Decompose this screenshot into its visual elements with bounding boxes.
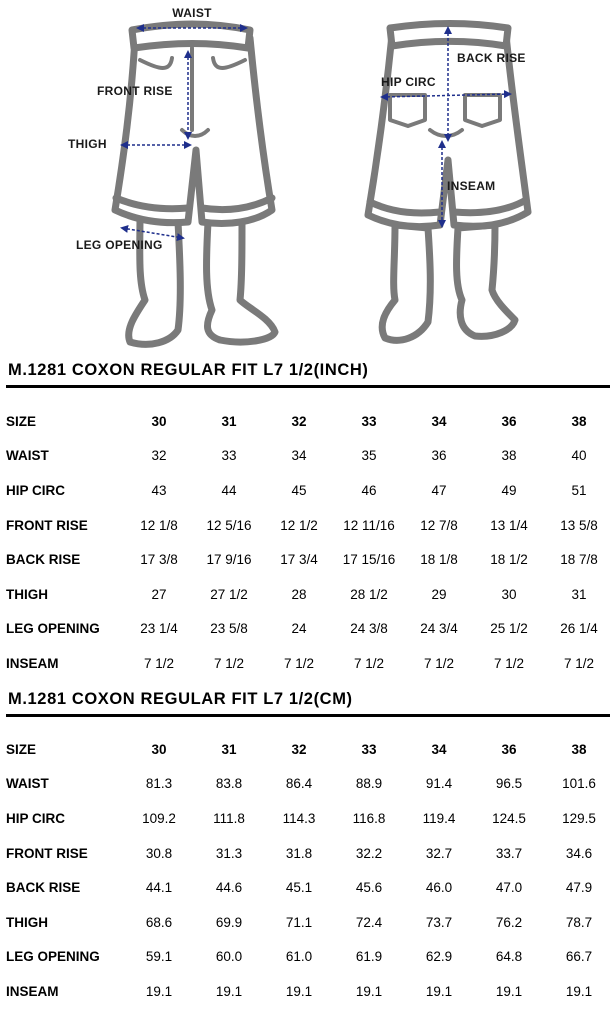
table-row bbox=[0, 974, 614, 1009]
inch-table-title: M.1281 COXON REGULAR FIT L7 1/2(INCH) bbox=[8, 361, 369, 379]
row-label: HIP CIRC bbox=[6, 810, 66, 826]
value-cell: 12 11/16 bbox=[343, 517, 395, 533]
table-row bbox=[0, 646, 614, 681]
table-row bbox=[0, 940, 614, 975]
cm-title-divider bbox=[6, 714, 610, 717]
value-cell: 45.1 bbox=[285, 880, 313, 896]
measurement-diagram bbox=[0, 0, 614, 358]
value-cell: 33 bbox=[221, 448, 237, 464]
value-cell: 59.1 bbox=[145, 949, 173, 965]
value-cell: 36 bbox=[431, 448, 447, 464]
value-cell: 88.9 bbox=[355, 776, 383, 792]
table-row bbox=[0, 577, 614, 612]
value-cell: 78.7 bbox=[565, 914, 593, 930]
value-cell: 17 3/4 bbox=[280, 552, 318, 568]
value-cell: 19.1 bbox=[215, 983, 243, 999]
value-cell: 32 bbox=[151, 448, 167, 464]
row-label: BACK RISE bbox=[6, 880, 81, 896]
value-cell: 7 1/2 bbox=[143, 655, 175, 671]
value-cell: 129.5 bbox=[562, 810, 596, 826]
value-cell: 33.7 bbox=[495, 845, 523, 861]
value-cell: 7 1/2 bbox=[423, 655, 455, 671]
table-row bbox=[0, 508, 614, 543]
row-label: FRONT RISE bbox=[6, 845, 88, 861]
value-cell: 18 1/2 bbox=[490, 552, 528, 568]
row-label: LEG OPENING bbox=[6, 949, 100, 965]
value-cell: 28 1/2 bbox=[350, 586, 388, 602]
value-cell: 60.0 bbox=[215, 949, 243, 965]
value-cell: 64.8 bbox=[495, 949, 523, 965]
row-label: BACK RISE bbox=[6, 552, 81, 568]
row-label: INSEAM bbox=[6, 983, 59, 999]
value-cell: 73.7 bbox=[425, 914, 453, 930]
value-cell: 47.0 bbox=[495, 880, 523, 896]
value-cell: 7 1/2 bbox=[283, 655, 315, 671]
value-cell: 101.6 bbox=[562, 776, 596, 792]
table-row bbox=[0, 439, 614, 474]
value-cell: 116.8 bbox=[352, 810, 386, 826]
value-cell: 18 7/8 bbox=[560, 552, 598, 568]
size-cell: 33 bbox=[361, 413, 377, 429]
size-cell: 30 bbox=[151, 741, 167, 757]
value-cell: 12 7/8 bbox=[420, 517, 458, 533]
value-cell: 19.1 bbox=[565, 983, 593, 999]
value-cell: 81.3 bbox=[145, 776, 173, 792]
back-rise-label: BACK RISE bbox=[457, 51, 526, 65]
size-cell: 33 bbox=[361, 741, 377, 757]
size-cell: 32 bbox=[291, 741, 307, 757]
table-row bbox=[0, 870, 614, 905]
size-cell: 34 bbox=[431, 413, 447, 429]
row-label: SIZE bbox=[6, 413, 37, 429]
value-cell: 12 5/16 bbox=[206, 517, 252, 533]
value-cell: 24 3/4 bbox=[420, 621, 458, 637]
value-cell: 62.9 bbox=[425, 949, 453, 965]
value-cell: 19.1 bbox=[355, 983, 383, 999]
value-cell: 61.0 bbox=[285, 949, 313, 965]
value-cell: 68.6 bbox=[145, 914, 173, 930]
value-cell: 32.2 bbox=[355, 845, 383, 861]
table-row bbox=[0, 612, 614, 647]
value-cell: 31.3 bbox=[215, 845, 243, 861]
row-label: LEG OPENING bbox=[6, 621, 100, 637]
value-cell: 17 3/8 bbox=[140, 552, 178, 568]
value-cell: 12 1/2 bbox=[280, 517, 318, 533]
value-cell: 46 bbox=[361, 482, 377, 498]
value-cell: 34 bbox=[291, 448, 307, 464]
hip-circ-label: HIP CIRC bbox=[381, 75, 436, 89]
row-label: WAIST bbox=[6, 776, 49, 792]
value-cell: 27 bbox=[151, 586, 167, 602]
value-cell: 17 9/16 bbox=[206, 552, 252, 568]
row-label: WAIST bbox=[6, 448, 49, 464]
front-view-figure bbox=[115, 24, 275, 344]
value-cell: 47.9 bbox=[565, 880, 593, 896]
value-cell: 7 1/2 bbox=[213, 655, 245, 671]
table-row bbox=[0, 801, 614, 836]
value-cell: 109.2 bbox=[142, 810, 176, 826]
value-cell: 31 bbox=[571, 586, 587, 602]
value-cell: 51 bbox=[571, 482, 587, 498]
value-cell: 19.1 bbox=[425, 983, 453, 999]
value-cell: 119.4 bbox=[422, 810, 456, 826]
size-cell: 34 bbox=[431, 741, 447, 757]
value-cell: 17 15/16 bbox=[342, 552, 396, 568]
value-cell: 40 bbox=[571, 448, 587, 464]
row-label: THIGH bbox=[6, 586, 48, 602]
value-cell: 114.3 bbox=[282, 810, 316, 826]
value-cell: 44.6 bbox=[215, 880, 243, 896]
value-cell: 28 bbox=[291, 586, 307, 602]
value-cell: 7 1/2 bbox=[563, 655, 595, 671]
value-cell: 45.6 bbox=[355, 880, 383, 896]
value-cell: 86.4 bbox=[285, 776, 313, 792]
size-cell: 36 bbox=[501, 413, 517, 429]
value-cell: 26 1/4 bbox=[560, 621, 598, 637]
value-cell: 30 bbox=[501, 586, 517, 602]
value-cell: 44 bbox=[221, 482, 237, 498]
value-cell: 96.5 bbox=[495, 776, 523, 792]
waist-label: WAIST bbox=[172, 6, 212, 20]
size-cell: 31 bbox=[221, 741, 237, 757]
value-cell: 19.1 bbox=[285, 983, 313, 999]
inch-size-table bbox=[0, 404, 614, 681]
value-cell: 83.8 bbox=[215, 776, 243, 792]
value-cell: 69.9 bbox=[215, 914, 243, 930]
size-cell: 30 bbox=[151, 413, 167, 429]
inseam-label: INSEAM bbox=[447, 179, 496, 193]
value-cell: 24 3/8 bbox=[350, 621, 388, 637]
value-cell: 30.8 bbox=[145, 845, 173, 861]
value-cell: 27 1/2 bbox=[210, 586, 248, 602]
value-cell: 71.1 bbox=[285, 914, 313, 930]
thigh-label: THIGH bbox=[68, 137, 107, 151]
size-cell: 38 bbox=[571, 413, 587, 429]
row-label: THIGH bbox=[6, 914, 48, 930]
value-cell: 47 bbox=[431, 482, 447, 498]
front-rise-label: FRONT RISE bbox=[97, 84, 173, 98]
value-cell: 46.0 bbox=[425, 880, 453, 896]
value-cell: 19.1 bbox=[145, 983, 173, 999]
table-row bbox=[0, 473, 614, 508]
value-cell: 76.2 bbox=[495, 914, 523, 930]
table-row bbox=[0, 905, 614, 940]
value-cell: 7 1/2 bbox=[493, 655, 525, 671]
table-row bbox=[0, 767, 614, 802]
value-cell: 13 1/4 bbox=[490, 517, 528, 533]
inch-title-divider bbox=[6, 385, 610, 388]
value-cell: 31.8 bbox=[285, 845, 313, 861]
value-cell: 18 1/8 bbox=[420, 552, 458, 568]
value-cell: 23 5/8 bbox=[210, 621, 248, 637]
value-cell: 43 bbox=[151, 482, 167, 498]
value-cell: 61.9 bbox=[355, 949, 383, 965]
size-cell: 32 bbox=[291, 413, 307, 429]
row-label: INSEAM bbox=[6, 655, 59, 671]
table-row bbox=[0, 542, 614, 577]
value-cell: 32.7 bbox=[425, 845, 453, 861]
size-cell: 38 bbox=[571, 741, 587, 757]
table-header-row bbox=[0, 404, 614, 439]
leg-opening-label: LEG OPENING bbox=[76, 238, 163, 252]
value-cell: 24 bbox=[291, 621, 307, 637]
value-cell: 23 1/4 bbox=[140, 621, 178, 637]
value-cell: 34.6 bbox=[565, 845, 593, 861]
row-label: FRONT RISE bbox=[6, 517, 88, 533]
size-cell: 31 bbox=[221, 413, 237, 429]
value-cell: 124.5 bbox=[492, 810, 526, 826]
value-cell: 91.4 bbox=[425, 776, 453, 792]
value-cell: 13 5/8 bbox=[560, 517, 598, 533]
value-cell: 12 1/8 bbox=[140, 517, 178, 533]
value-cell: 19.1 bbox=[495, 983, 523, 999]
value-cell: 66.7 bbox=[565, 949, 593, 965]
value-cell: 25 1/2 bbox=[490, 621, 528, 637]
cm-table-title: M.1281 COXON REGULAR FIT L7 1/2(CM) bbox=[8, 690, 353, 708]
table-header-row bbox=[0, 732, 614, 767]
value-cell: 111.8 bbox=[213, 810, 245, 826]
value-cell: 49 bbox=[501, 482, 517, 498]
value-cell: 72.4 bbox=[355, 914, 383, 930]
value-cell: 44.1 bbox=[145, 880, 173, 896]
table-row bbox=[0, 836, 614, 871]
value-cell: 29 bbox=[431, 586, 447, 602]
value-cell: 38 bbox=[501, 448, 517, 464]
cm-size-table bbox=[0, 732, 614, 1009]
row-label: HIP CIRC bbox=[6, 482, 66, 498]
size-cell: 36 bbox=[501, 741, 517, 757]
value-cell: 35 bbox=[361, 448, 377, 464]
value-cell: 7 1/2 bbox=[353, 655, 385, 671]
value-cell: 45 bbox=[291, 482, 307, 498]
row-label: SIZE bbox=[6, 741, 37, 757]
